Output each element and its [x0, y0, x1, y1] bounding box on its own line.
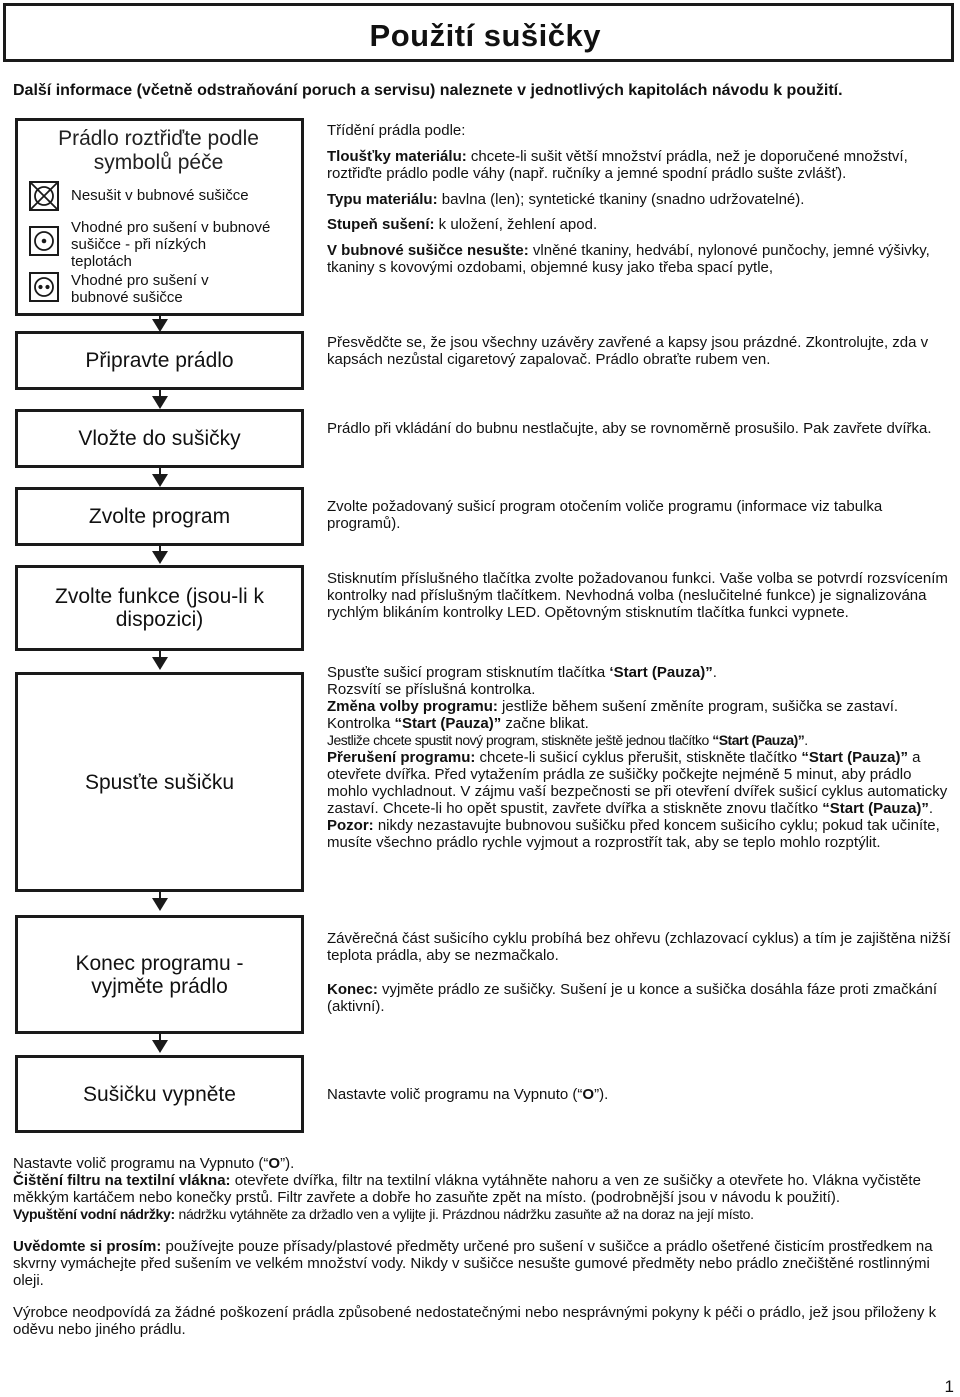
start-warning-text: nikdy nezastavujte bubnovou sušičku před koncem sušicího cyklu; pokud tak učiníte, musíte všechno prádlo rychle vyjmout a rozprostřít tak, aby se teplo mohlo rozptýlit. — [327, 817, 940, 851]
sorting-degree — [327, 216, 952, 233]
bottom-filter-label: Čištění filtru na textilní vlákna: — [13, 1172, 231, 1189]
sorting-thickness-label: Tloušťky materiálu: — [327, 148, 467, 165]
step-label: Vložte do sušičky — [78, 427, 241, 450]
page-title: Použití sušičky — [369, 18, 601, 53]
sorting-type — [327, 191, 952, 208]
symbol-label: Nesušit v bubnové sušičce — [71, 187, 249, 204]
start-line-2: Rozsvítí se příslušná kontrolka. — [327, 681, 536, 698]
start-interrupt-label: Přerušení programu: — [327, 749, 476, 766]
start-interrupt-text-a: chcete-li sušicí cyklus přerušit, stiskněte tlačítko — [475, 749, 802, 766]
bottom-filter — [13, 1172, 948, 1206]
step-text-prepare: Přesvědčte se, že jsou všechny uzávěry zavřené a kapsy jsou prázdné. Zkontrolujte, zda v kapsách nezůstal cigaretový zapalovač. Prádlo obraťte rubem ven. — [327, 334, 929, 368]
step-box-program — [15, 487, 304, 546]
bottom-tank-text: nádržku vytáhněte za držadlo ven a vylijte ji. Prázdnou nádržku zasuňte až na doraz na její místo. — [174, 1206, 754, 1222]
start-new-end: . — [804, 732, 808, 748]
bottom-notice — [13, 1238, 948, 1289]
end-paragraph-1: Závěrečná část sušicího cyklu probíhá bez ohřevu (zchlazovací cyklus) a tím je zajištěna nižší teplota prádla, aby se nezmačkalo. — [327, 930, 951, 964]
end-text: vyjměte prádlo ze sušičky. Sušení je u konce a sušička dosáhla fáze proti zmačkání (aktivní). — [327, 981, 938, 1015]
symbol-row-dry-normal — [29, 272, 261, 306]
bottom-tank-label: Vypuštění vodní nádržky: — [13, 1206, 175, 1222]
end-paragraph-2 — [327, 981, 952, 1015]
step-label: Připravte prádlo — [85, 349, 234, 372]
step-label: Spusťte sušičku — [84, 770, 235, 794]
flow-arrow — [152, 474, 168, 487]
sorting-thickness — [327, 148, 952, 182]
step-text-program: Zvolte požadovaný sušicí program otočením voliče programu (informace viz tabulka programů). — [327, 498, 883, 532]
flow-arrow — [152, 396, 168, 409]
sorting-type-text: bavlna (len); syntetické tkaniny (snadno udržovatelné). — [437, 191, 805, 208]
tumble-dry-low-icon — [29, 226, 59, 256]
sorting-thickness-text: chcete-li sušit větší množství prádla, než je doporučené množství, roztřiďte prádlo podle váhy (např. ručníky a jemné spodní prádlo sušte zvlášť). — [327, 148, 908, 182]
sorting-heading: Třídění prádla podle: — [327, 122, 466, 139]
flow-arrow — [152, 551, 168, 564]
off-position-o: O — [582, 1086, 595, 1103]
step-text-functions: Stisknutím příslušného tlačítka zvolte požadovanou funkci. Vaše volba se potvrdí rozsvícením kontrolky nad příslušným tlačítkem. Nevhodná volba (neslučitelné funkce) je signalizována rychlým blikáním kontrolky LED. Opětovným stisknutím tlačítka funkci vypnete. — [327, 570, 948, 621]
step-box-functions — [15, 565, 304, 651]
symbol-row-dry-low — [29, 219, 271, 270]
start-new-text: Jestliže chcete spustit nový program, stiskněte ještě jednou tlačítko — [327, 732, 713, 748]
step-label: Sušičku vypněte — [83, 1082, 236, 1106]
start-change-label: Změna volby programu: — [327, 698, 498, 715]
start-interrupt — [327, 749, 952, 817]
step-label: Konec programu - vyjměte prádlo — [75, 951, 244, 998]
step-label: Zvolte funkce (jsou-li k dispozici) — [55, 585, 264, 631]
start-interrupt-text-b: a otevřete dvířka. Před vytažením prádla ze sušičky počkejte nejméně 5 minut, aby prádlo mohlo vychladnout. V zájmu vaší bezpečnosti se při otevření dvířek sušicí cyklus automaticky zastaví. Chcete-li ho opět spustit, zavřete dvířka a stiskněte znovu tlačítko — [327, 749, 948, 817]
sorting-nodry-text: vlněné tkaniny, hedvábí, nylonové punčochy, jemné výšivky, tkaniny s kovovými ozdobami, objemné kusy jako třeba spací pytle, — [327, 242, 930, 276]
step-box-end — [15, 915, 304, 1034]
sorting-section — [327, 122, 952, 276]
start-change — [327, 698, 952, 732]
start-change-text: jestliže během sušení změníte program, sušička se zastaví. Kontrolka — [327, 698, 899, 732]
intro-text: Další informace (včetně odstraňování poruch a servisu) naleznete v jednotlivých kapitolách návodu k použití. — [13, 82, 843, 99]
step-box-prepare — [15, 331, 304, 390]
page-title-box — [3, 3, 954, 62]
step-text-end — [327, 930, 952, 1015]
start-line-1 — [327, 664, 952, 681]
sorting-degree-text: k uložení, žehlení apod. — [434, 216, 598, 233]
bottom-tank — [13, 1206, 948, 1223]
bottom-off — [13, 1155, 948, 1172]
symbol-row-no-dry — [29, 181, 249, 211]
off-text-a: Nastavte volič programu na Vypnuto (“ — [327, 1086, 583, 1103]
start-warning-label: Pozor: — [327, 817, 374, 834]
sorting-nodry — [327, 242, 952, 276]
bottom-section — [13, 1155, 948, 1338]
bottom-notice-text: používejte pouze přísady/plastové předměty určené pro sušení v sušičce a prádlo ošetřené čisticím prostředkem na skvrny vymáchejte před sušením ve velkém množství vody. Nikdy v sušičce nesušte gumové předměty nebo prádlo znečištěné rostlinnými oleji. — [13, 1238, 933, 1289]
step-text-start — [327, 664, 952, 851]
start-interrupt-button-ref: “Start (Pauza)” — [801, 749, 909, 766]
start-line-1-end: . — [712, 664, 717, 681]
symbol-label: Vhodné pro sušení v bubnové sušičce — [71, 272, 209, 306]
off-text-b: ”). — [594, 1086, 609, 1103]
bottom-notice-label: Uvědomte si prosím: — [13, 1238, 162, 1255]
step-text-load: Prádlo při vkládání do bubnu nestlačujte, aby se rovnoměrně prosušilo. Pak zavřete dvířka. — [327, 420, 932, 437]
start-interrupt-button-ref-2: “Start (Pauza)” — [822, 800, 929, 817]
bottom-off-o: O — [268, 1155, 281, 1172]
care-symbols-box — [15, 118, 304, 316]
step-box-load — [15, 409, 304, 468]
flow-arrow — [152, 898, 168, 911]
tumble-dry-normal-icon — [29, 272, 59, 302]
end-label: Konec: — [327, 981, 378, 998]
no-tumble-dry-icon — [29, 181, 59, 211]
bottom-disclaimer: Výrobce neodpovídá za žádné poškození prádla způsobené nedostatečnými nebo nesprávnými pokyny k péči o prádlo, jež jsou přiloženy k oděvu nebo jiného prádlu. — [13, 1304, 937, 1338]
care-symbols-heading: Prádlo roztřiďte podle symbolů péče — [58, 127, 259, 174]
flow-arrow — [152, 657, 168, 670]
step-box-off — [15, 1055, 304, 1133]
start-change-button-ref: “Start (Pauza)” — [394, 715, 502, 732]
step-box-start — [15, 672, 304, 892]
symbol-label: Vhodné pro sušení v bubnové sušičce - při nízkých teplotách — [71, 219, 271, 270]
start-line-1-text: Spusťte sušicí program stisknutím tlačítka — [327, 664, 610, 681]
start-new-button-ref: “Start (Pauza)” — [712, 732, 805, 748]
start-interrupt-end: . — [928, 800, 934, 817]
page-number: 1 — [944, 1377, 954, 1396]
step-text-off — [327, 1086, 952, 1103]
bottom-off-b: ”). — [280, 1155, 295, 1172]
sorting-type-label: Typu materiálu: — [327, 191, 438, 208]
bottom-filter-text: otevřete dvířka, filtr na textilní vlákna vytáhněte nahoru a ven ze sušičky a otevřete ho. Vlákna vyčistěte měkkým kartáčem nebo konečky prstů. Filtr zavřete a dobře ho zasuňte zpět na místo. (podrobnější jsou v návodu k použití). — [13, 1172, 921, 1206]
start-warning — [327, 817, 952, 851]
start-change-end: začne blikat. — [501, 715, 589, 732]
bottom-off-a: Nastavte volič programu na Vypnuto (“ — [13, 1155, 269, 1172]
start-button-ref: ‘Start (Pauza)” — [609, 664, 713, 681]
flow-arrow — [152, 1040, 168, 1053]
sorting-nodry-label: V bubnové sušičce nesušte: — [327, 242, 529, 259]
step-label: Zvolte program — [88, 505, 231, 528]
start-new — [327, 732, 952, 749]
sorting-degree-label: Stupeň sušení: — [327, 216, 435, 233]
